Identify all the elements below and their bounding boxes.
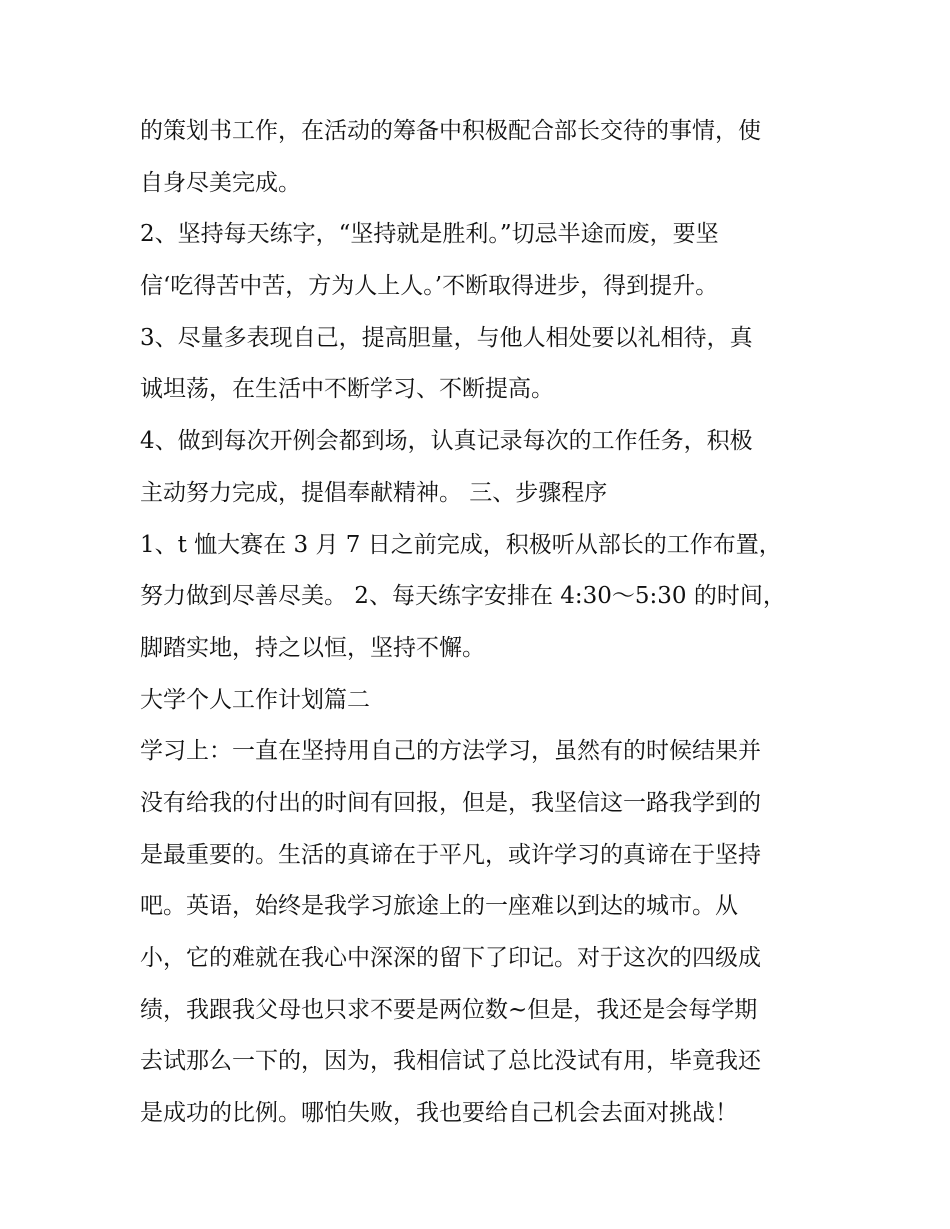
text-line: 是最重要的。生活的真谛在于平凡，或许学习的真谛在于坚持 xyxy=(140,841,761,868)
text-line: 4、做到每次开例会都到场，认真记录每次的工作任务，积极 xyxy=(140,428,753,455)
document-body xyxy=(140,106,820,1140)
section-heading: 大学个人工作计划篇二 xyxy=(140,686,370,713)
text-line: 吧。英语，始终是我学习旅途上的一座难以到达的城市。从 xyxy=(140,893,738,920)
text-line: 小，它的难就在我心中深深的留下了印记。对于这次的四级成 xyxy=(140,945,761,971)
text-line: 的策划书工作，在活动的筹备中积极配合部长交待的事情，使 xyxy=(140,118,761,144)
text-line: 绩，我跟我父母也只求不要是两位数~但是，我还是会每学期 xyxy=(140,996,758,1023)
text-line: 学习上：一直在坚持用自己的方法学习，虽然有的时候结果并 xyxy=(140,738,761,765)
text-line: 诚坦荡，在生活中不断学习、不断提高。 xyxy=(140,376,554,403)
text-line: 主动努力完成，提倡奉献精神。 三、步骤程序 xyxy=(140,479,608,506)
text-line: 自身尽美完成。 xyxy=(140,169,301,196)
text-line: 努力做到尽善尽美。 2、每天练字安排在 4:30～5:30 的时间， xyxy=(140,583,786,610)
text-line: 脚踏实地，持之以恒，坚持不懈。 xyxy=(140,634,485,661)
text-line: 信‘吃得苦中苦，方为人上人。’不断取得进步，得到提升。 xyxy=(140,273,719,300)
text-line: 3、尽量多表现自己，提高胆量，与他人相处要以礼相待，真 xyxy=(140,324,753,351)
text-line: 去试那么一下的，因为，我相信试了总比没试有用，毕竟我还 xyxy=(140,1048,761,1075)
text-line: 2、坚持每天练字，“坚持就是胜利。”切忌半途而废，要坚 xyxy=(140,221,719,248)
text-line: 没有给我的付出的时间有回报，但是，我坚信这一路我学到的 xyxy=(140,789,761,816)
text-line: 1、t 恤大赛在 3 月 7 日之前完成，积极听从部长的工作布置， xyxy=(140,531,782,558)
text-line: 是成功的比例。哪怕失败，我也要给自己机会去面对挑战！ xyxy=(140,1100,738,1127)
